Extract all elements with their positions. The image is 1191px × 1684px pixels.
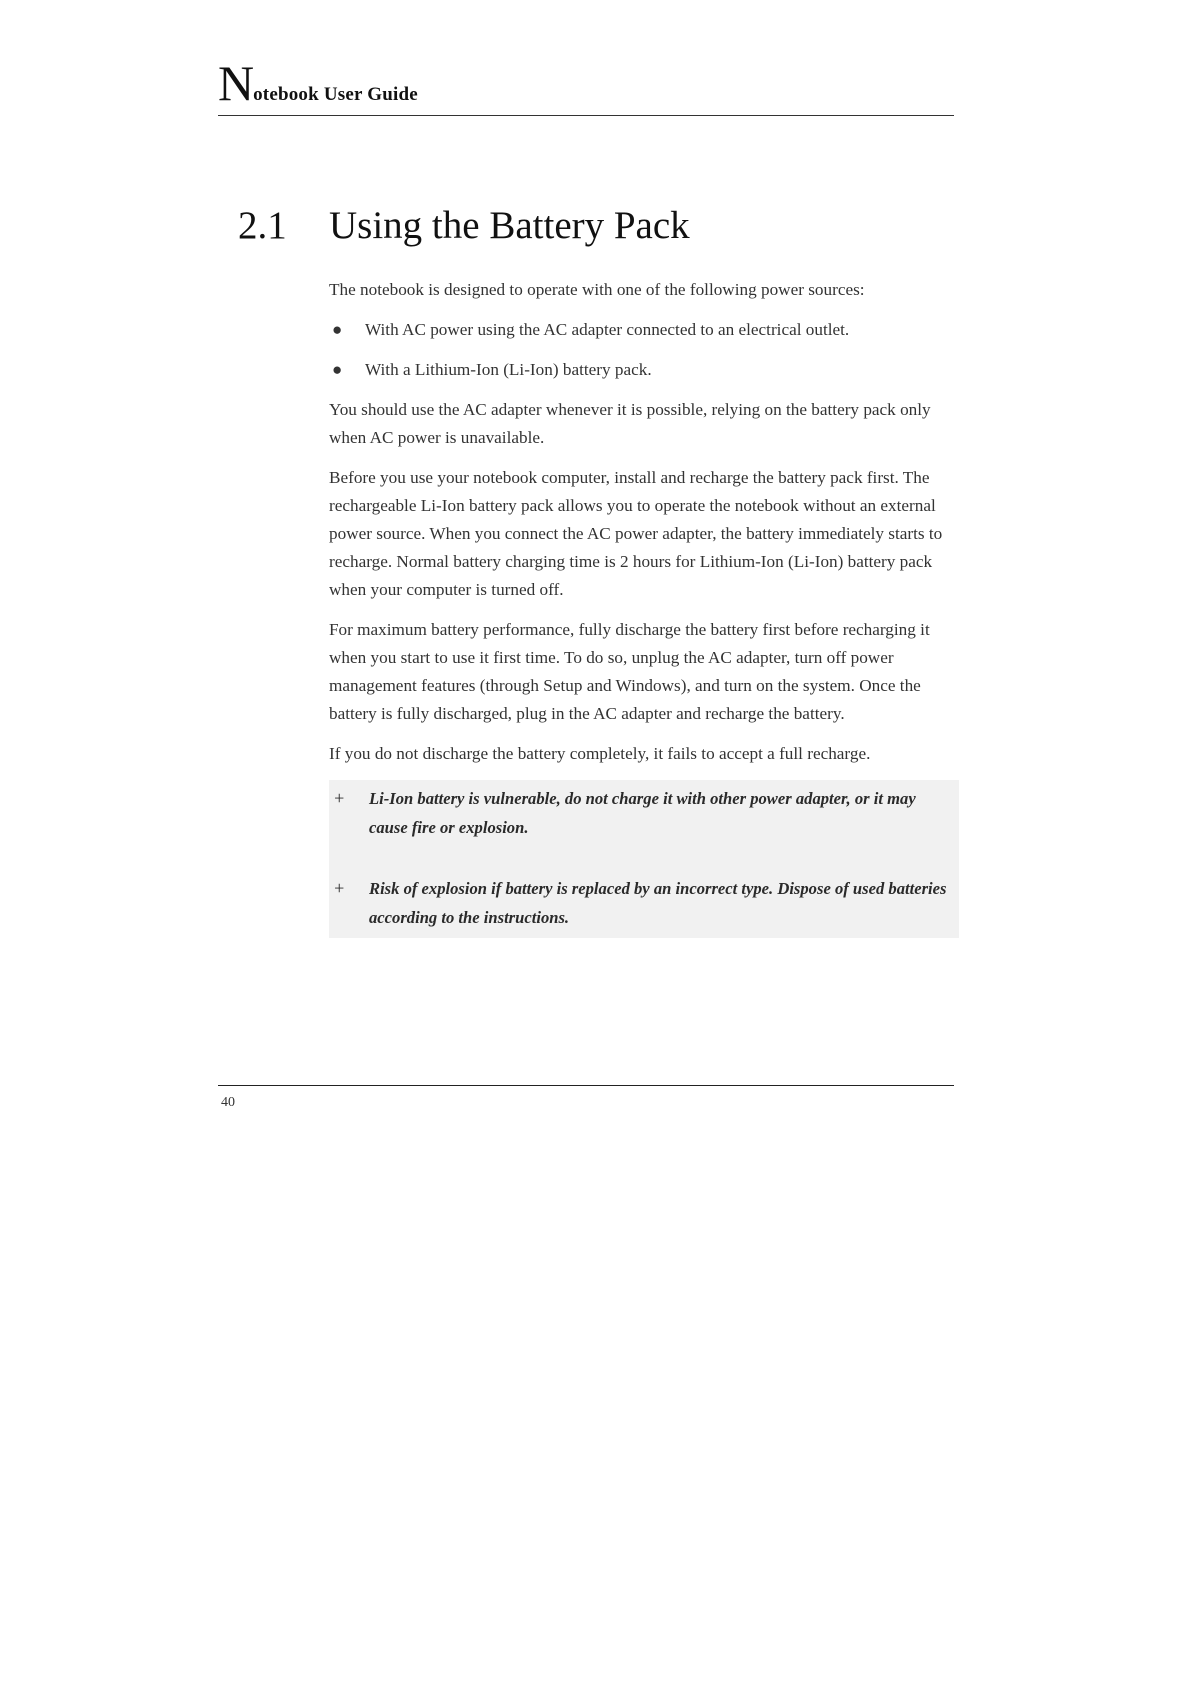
header-initial: N [218, 55, 255, 111]
header-title [218, 55, 418, 111]
section-title: Using the Battery Pack [329, 204, 690, 247]
warning-box [329, 780, 959, 938]
warning-text: Li-Ion battery is vulnerable, do not charge it with other power adapter, or it may cause fire or explosion. [369, 789, 916, 837]
list-item [329, 316, 953, 344]
power-source-list [329, 316, 953, 384]
paragraph: If you do not discharge the battery completely, it fails to accept a full recharge. [329, 744, 871, 763]
paragraph: You should use the AC adapter whenever it is possible, relying on the battery pack only when AC power is unavailable. [329, 400, 931, 447]
paragraph: For maximum battery performance, fully discharge the battery first before recharging it when you start to use it first time. To do so, unplug the AC adapter, turn off power management features (through Setup and Windows), and turn on the system. Once the battery is fully discharged, plug in the AC adapter and recharge the battery. [329, 620, 930, 723]
warning-icon: + [333, 788, 346, 808]
warning-item [329, 784, 955, 848]
list-item-text: With AC power using the AC adapter connected to an electrical outlet. [365, 320, 850, 339]
warning-item [329, 874, 955, 938]
page-number: 40 [221, 1095, 235, 1110]
header-title-rest: otebook User Guide [253, 84, 418, 105]
list-item [329, 356, 953, 384]
running-header [218, 55, 954, 116]
section-heading [238, 203, 690, 248]
section-number: 2.1 [238, 204, 287, 247]
bullet-icon: ● [332, 320, 343, 339]
list-item-text: With a Lithium-Ion (Li-Ion) battery pack. [365, 360, 652, 379]
warning-text: Risk of explosion if battery is replaced by an incorrect type. Dispose of used batteries according to the instructions. [369, 879, 947, 927]
footer-divider [218, 1085, 954, 1086]
intro-paragraph: The notebook is designed to operate with one of the following power sources: [329, 280, 865, 299]
paragraph: Before you use your notebook computer, install and recharge the battery pack first. The rechargeable Li-Ion battery pack allows you to operate the notebook without an external power source. When you connect the AC power adapter, the battery immediately starts to recharge. Normal battery charging time is 2 hours for Lithium-Ion (Li-Ion) battery pack when your computer is turned off. [329, 468, 943, 599]
body-text [329, 276, 953, 938]
warning-icon: + [333, 878, 346, 898]
bullet-icon: ● [332, 360, 343, 379]
header-divider [218, 115, 954, 116]
